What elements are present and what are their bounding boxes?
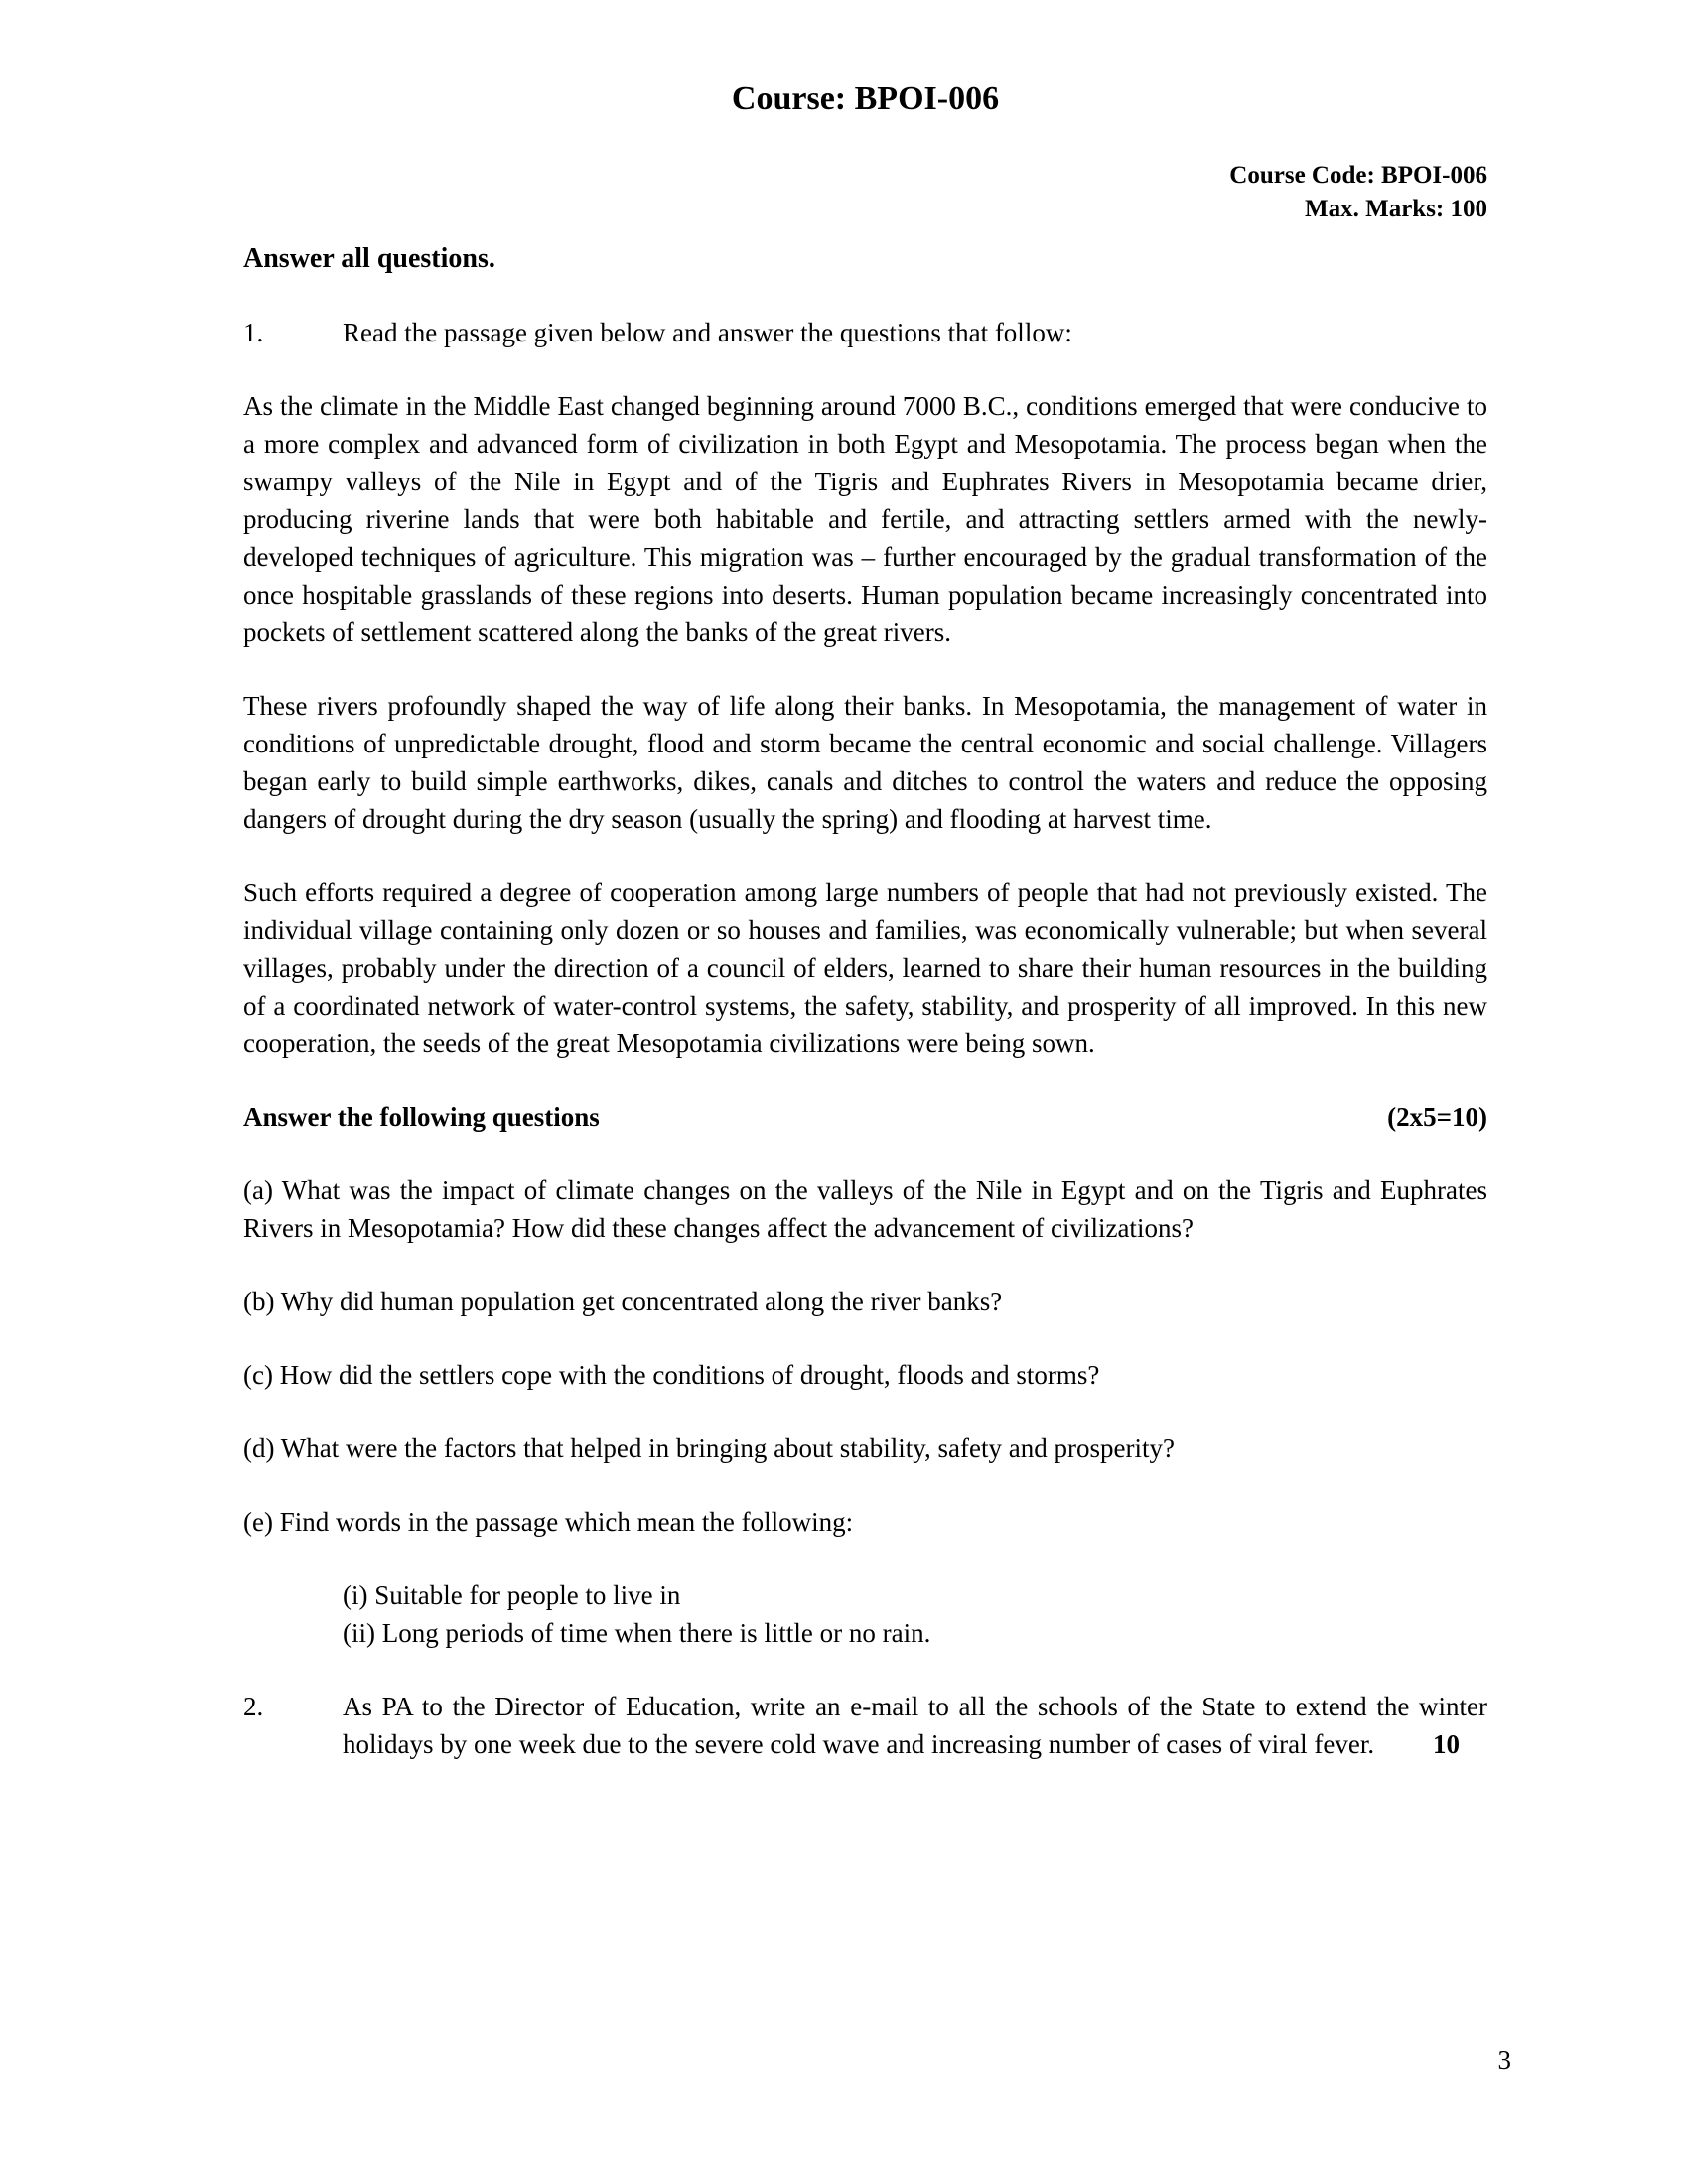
find-words-list [343,1576,1487,1652]
answer-following-heading: Answer the following questions [243,1102,600,1132]
content-column [243,0,1487,1763]
question-2-marks: 10 [1433,1729,1460,1759]
answer-all-instruction: Answer all questions. [243,243,495,274]
passage-paragraph-1: As the climate in the Middle East changed beginning around 7000 B.C., conditions emerged that were conducive to a more complex and advanced form of civilization in both Egypt and Mesopotamia. The process began when the swampy valleys of the Nile in Egypt and of the Tigris and Euphrates Rivers in Mesopotamia became drier, producing riverine lands that were both habitable and fertile, and attracting settlers armed with the newly-developed techniques of agriculture. This migration was – further encouraged by the gradual transformation of the once hospitable grasslands of these regions into deserts. Human population became increasingly concentrated into pockets of settlement scattered along the banks of the great rivers. [243,391,1487,647]
course-code-line: Course Code: BPOI-006 [1229,162,1487,189]
question-2 [243,1688,1487,1763]
sub-question-b: (b) Why did human population get concentrated along the river banks? [243,1287,1003,1316]
sub-question-e: (e) Find words in the passage which mean the following: [243,1507,854,1537]
question-1 [243,314,1487,351]
passage-paragraph-2: These rivers profoundly shaped the way of life along their banks. In Mesopotamia, the management of water in conditions of unpredictable drought, flood and storm became the central economic and social challenge. Villagers began early to build simple earthworks, dikes, canals and ditches to control the waters and reduce the opposing dangers of drought during the dry season (usually the spring) and flooding at harvest time. [243,691,1487,834]
max-marks-line: Max. Marks: 100 [1305,196,1487,222]
find-words-item-i: (i) Suitable for people to live in [343,1580,681,1610]
sub-question-d: (d) What were the factors that helped in bringing about stability, safety and prosperity? [243,1433,1175,1463]
sub-question-a: (a) What was the impact of climate changes on the valleys of the Nile in Egypt and on the Tigris and Euphrates Rivers in Mesopotamia? How did these changes affect the advancement of civilizations? [243,1175,1487,1243]
page-number: 3 [1497,2045,1511,2075]
answer-following-heading-row [243,1098,1487,1136]
page-title: Course: BPOI-006 [731,80,1000,117]
question-2-text: As PA to the Director of Education, write an e-mail to all the schools of the State to extend the winter holidays by one week due to the severe cold wave and increasing number of cases of viral fever. [343,1692,1487,1759]
question-2-number: 2. [243,1692,264,1721]
header-right-block [243,159,1487,226]
passage-paragraph-3: Such efforts required a degree of cooperation among large numbers of people that had not previously existed. The individual village containing only dozen or so houses and families, was economically vulnerable; but when several villages, probably under the direction of a council of elders, learned to share their human resources in the building of a coordinated network of water-control systems, the safety, stability, and prosperity of all improved. In this new cooperation, the seeds of the great Mesopotamia civilizations were being sown. [243,878,1487,1058]
question-1-number: 1. [243,318,264,347]
find-words-item-ii: (ii) Long periods of time when there is little or no rain. [343,1618,931,1648]
marks-scheme-label: (2x5=10) [1387,1102,1487,1132]
question-1-prompt: Read the passage given below and answer the questions that follow: [343,318,1072,347]
sub-question-c: (c) How did the settlers cope with the conditions of drought, floods and storms? [243,1360,1100,1390]
question-2-body [343,1688,1487,1763]
